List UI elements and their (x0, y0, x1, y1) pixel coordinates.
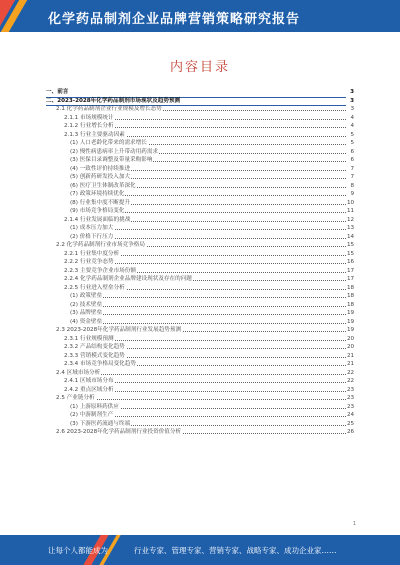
toc-entry-title: (1) 成本压力加大 (70, 225, 114, 231)
toc-entry-title: (1) 上游原料药供应 (70, 403, 119, 410)
toc-entry[interactable] (46, 360, 354, 369)
toc-entry-title: (4) 资金壁垒 (70, 318, 103, 325)
toc-entry-page: 14 (347, 233, 355, 240)
toc-entry-page: 3 (350, 97, 354, 104)
toc-entry-page: 21 (347, 361, 355, 367)
toc-entry-title: 2.5 产业链分析 (56, 395, 95, 401)
toc-entry[interactable] (46, 165, 354, 174)
toc-entry[interactable] (46, 343, 354, 352)
footer-slogan: 让每个人都能成为 (48, 546, 108, 555)
toc-entry-page: 18 (347, 293, 355, 299)
toc-entry[interactable] (46, 148, 354, 157)
toc-leader-dots (70, 323, 346, 324)
toc-entry-title: 2.4 区域市场分析 (56, 369, 101, 376)
toc-heading: 内容目录 (169, 60, 230, 75)
toc-entry-title: (1) 人口老龄化带来的需求增长 (70, 140, 147, 146)
toc-entry[interactable] (46, 301, 354, 310)
toc-entry-title: (2) 技术壁垒 (70, 301, 103, 308)
toc-entry[interactable] (46, 411, 354, 420)
toc-entry-page: 19 (347, 327, 355, 333)
toc-entry[interactable] (46, 369, 354, 378)
toc-entry-page: 25 (347, 420, 355, 427)
toc-entry[interactable] (46, 386, 354, 395)
toc-entry-title: 2.3.1 行业规模预测 (64, 335, 114, 342)
toc-entry-page: 26 (347, 429, 355, 435)
toc-entry-title: (3) 下游医药流通与终端 (70, 420, 131, 427)
toc-entry[interactable] (46, 88, 354, 97)
toc-entry-title: 2.1.1 市场规模统计 (64, 114, 114, 121)
toc-entry[interactable] (46, 105, 354, 114)
toc-entry-page: 4 (350, 114, 354, 121)
toc-entry-title: 2.2 化学药品制剂行业市场竞争格局 (56, 242, 145, 248)
toc-entry-title: (3) 品牌壁垒 (70, 310, 103, 316)
toc-entry-page: 9 (350, 191, 354, 197)
toc-entry[interactable] (46, 97, 354, 106)
toc-entry[interactable] (46, 156, 354, 165)
toc-entry-title: 2.2.4 化学药品制剂企业品牌建设现状及存在的问题 (64, 276, 192, 282)
toc-entry[interactable] (46, 420, 354, 429)
toc-entry-page: 10 (347, 199, 355, 206)
toc-entry[interactable] (46, 309, 354, 318)
toc-entry-page: 18 (347, 301, 355, 308)
toc-entry[interactable] (46, 335, 354, 344)
toc-entry-title: (9) 市场竞争格局变化 (70, 208, 125, 214)
toc-entry-page: 23 (347, 386, 355, 393)
toc-entry-title: (2) 中游制剂生产 (70, 412, 114, 418)
toc-entry[interactable] (46, 122, 354, 131)
toc-entry[interactable] (46, 207, 354, 216)
toc-leader-dots (70, 306, 346, 307)
toc-entry[interactable] (46, 326, 354, 335)
toc-entry-title: 2.3.4 市场竞争格局变化趋势 (64, 361, 136, 367)
page-number: 1 (352, 521, 356, 527)
toc-entry-title: 2.3 2023-2028年化学药品制剂行业发展趋势预测 (56, 327, 182, 333)
toc-entry-title: 2.3.3 营销模式变化趋势 (64, 352, 125, 359)
toc-entry-title: 一、前言 (46, 89, 69, 95)
toc-entry-title: (7) 政策环境持续优化 (70, 191, 125, 197)
toc-entry-title: 2.2.5 行业进入壁垒分析 (64, 284, 125, 291)
toc-entry[interactable] (46, 377, 354, 386)
toc-entry[interactable] (46, 241, 354, 250)
toc-leader-dots (70, 314, 346, 315)
toc-entry-page: 12 (347, 216, 355, 223)
toc-entry-title: (1) 政策壁垒 (70, 293, 103, 299)
toc-entry-page: 19 (347, 318, 355, 325)
toc-entry-title: 2.1.2 行业增长分析 (64, 123, 114, 129)
toc-entry-page: 6 (350, 157, 354, 163)
toc-entry-page: 5 (350, 131, 354, 138)
toc-entry-title: (3) 医保目录调整及带量采购影响 (70, 157, 153, 163)
toc-entry-page: 20 (347, 344, 355, 350)
toc-entry-page: 17 (347, 267, 355, 274)
toc-entry-page: 5 (350, 140, 354, 146)
toc-entry-page: 21 (347, 352, 355, 359)
toc-entry-title: 2.2.3 主要竞争企业市场份额 (64, 267, 136, 274)
toc-entry-title: (6) 医疗卫生体制改革深化 (70, 182, 136, 189)
toc-entry-title: 2.3.2 产品结构变化趋势 (64, 344, 125, 350)
toc-entry[interactable] (46, 250, 354, 259)
toc-entry-page: 23 (347, 395, 355, 401)
toc-entry-page: 15 (347, 242, 355, 248)
toc-entry-title: 2.2.1 行业集中度分析 (64, 250, 120, 257)
toc-entry[interactable] (46, 224, 354, 233)
toc-entry[interactable] (46, 352, 354, 361)
toc-entry-page: 11 (347, 208, 355, 214)
toc-entry-page: 7 (350, 174, 354, 180)
toc-entry-page: 3 (350, 106, 354, 112)
toc-entry[interactable] (46, 394, 354, 403)
toc-entry[interactable] (46, 114, 354, 123)
toc-entry[interactable] (46, 233, 354, 242)
footer-roles: 行业专家、管理专家、营销专家、战略专家、成功企业家…… (134, 546, 337, 555)
toc-entry-title: (2) 价格下行压力 (70, 233, 114, 240)
toc-entry-page: 13 (347, 225, 355, 231)
toc-entry[interactable] (46, 182, 354, 191)
toc-entry-title: 2.6 2023-2028年化学药品制剂行业投资价值分析 (56, 429, 182, 435)
toc-entry[interactable] (46, 403, 354, 412)
toc-entry-title: (5) 创新药研发投入加大 (70, 174, 131, 180)
toc-entry-title: (4) 一致性评价持续推进 (70, 165, 131, 172)
toc-leader-dots (56, 399, 346, 400)
toc-entry-page: 3 (350, 89, 354, 95)
footer-banner (0, 535, 400, 565)
toc-entry-page: 6 (350, 148, 354, 155)
toc-entry[interactable] (46, 267, 354, 276)
toc-entry-page: 24 (347, 412, 355, 418)
toc-entry-title: 2.1.3 行业主要驱动因素 (64, 131, 125, 138)
toc-entry-page: 15 (347, 250, 355, 257)
toc-entry-page: 8 (350, 182, 354, 189)
toc-entry[interactable] (46, 199, 354, 208)
toc-entry-title: (8) 行业集中度不断提升 (70, 199, 131, 206)
toc-entry-title: 2.4.2 重点区域分析 (64, 386, 114, 393)
toc-entry-title: 2.2.2 行业竞争态势 (64, 259, 114, 265)
toc-entry[interactable] (46, 428, 354, 437)
toc-entry[interactable] (46, 139, 354, 148)
toc-entry[interactable] (46, 292, 354, 301)
toc-entry-title: 2.1 化学药品制剂企业行业规模及增长态势 (56, 106, 162, 112)
toc-entry-page: 22 (347, 378, 355, 384)
toc-entry-page: 23 (347, 403, 355, 410)
report-title: 化学药品制剂企业品牌营销策略研究报告 (48, 12, 301, 27)
toc-entry[interactable] (46, 131, 354, 140)
toc-entry[interactable] (46, 216, 354, 225)
toc-entry[interactable] (46, 275, 354, 284)
toc-entry-title: (2) 慢性病患病率上升带动用药需求 (70, 148, 159, 155)
toc-entry-page: 16 (347, 259, 355, 265)
toc-entry-page: 17 (347, 276, 355, 282)
header-banner (0, 0, 400, 32)
toc-leader-dots (70, 297, 346, 298)
toc-entry-page: 22 (347, 369, 355, 376)
toc-entry-title: 2.1.4 行业发展面临的挑战 (64, 216, 131, 223)
toc-entry-page: 4 (350, 123, 354, 129)
toc-entry[interactable] (46, 258, 354, 267)
toc-entry[interactable] (46, 173, 354, 182)
toc-entry-page: 20 (347, 335, 355, 342)
toc-entry-title: 二、2023-2028年化学药品制剂市场现状及趋势预测 (46, 97, 181, 104)
toc-entry[interactable] (46, 318, 354, 327)
toc-entry-page: 18 (347, 284, 355, 291)
toc-entry-title: 2.4.1 区域市场分布 (64, 378, 114, 384)
table-of-contents (46, 88, 354, 437)
toc-entry[interactable] (46, 284, 354, 293)
toc-entry[interactable] (46, 190, 354, 199)
toc-entry-page: 19 (347, 310, 355, 316)
toc-entry-page: 7 (350, 165, 354, 172)
